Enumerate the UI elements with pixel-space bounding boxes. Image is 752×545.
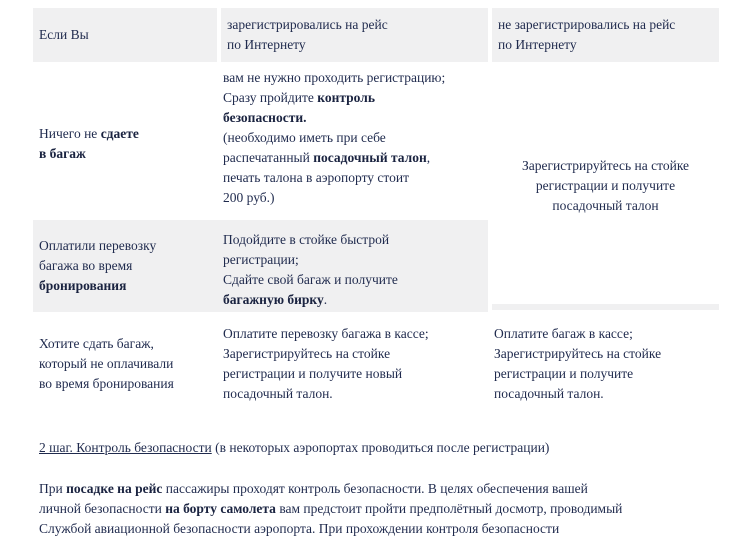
- step2-title: 2 шаг. Контроль безопасности: [39, 440, 212, 455]
- row1-online-instructions: вам не нужно проходить регистрацию; Сразу пройдите контроль безопасности. (необходимо иметь при себе распечатанный посадочный талон, печать талона в аэропорту стоит 200 руб.): [223, 70, 446, 205]
- table-header-row: [33, 8, 719, 62]
- header-text: зарегистрировались на рейс: [227, 17, 388, 32]
- table-body: [33, 68, 719, 428]
- step2-note: (в некоторых аэропортах проводиться после регистрации): [211, 440, 550, 455]
- header-text: по Интернету: [498, 37, 577, 52]
- divider: [492, 304, 719, 310]
- row2-online-instructions: Подойдите в стойке быстрой регистрации; Сдайте свой багаж и получите багажную бирку.: [217, 220, 488, 312]
- row-label-no-baggage: Ничего не сдаете в багаж: [39, 126, 139, 161]
- header-cell-not-registered-online: [492, 8, 719, 62]
- header-text: по Интернету: [227, 37, 306, 52]
- table-row: [33, 318, 719, 428]
- header-cell-registered-online: [221, 8, 488, 62]
- security-paragraph: При посадке на рейс пассажиры проходят контроль безопасности. В целях обеспечения вашей личной безопасности на борту самолета вам предстоит пройти предполётный досмотр, проводимый Службой авиационной безопасности аэропорта. При прохождении контроля безопасности: [39, 481, 623, 536]
- header-cell-if-you: [33, 8, 217, 62]
- merged-cell-checkin-desk: Зарегистрируйтесь на стойке регистрации и получите посадочный талон: [521, 158, 690, 213]
- row3-offline-instructions: Оплатите багаж в кассе; Зарегистрируйтесь на стойке регистрации и получите посадочный талон.: [494, 326, 662, 401]
- row-label-paid-baggage: Оплатили перевозку багажа во время бронирования: [33, 220, 217, 312]
- row-label-unpaid-baggage: Хотите сдать багаж, который не оплачивали во время бронирования: [39, 336, 174, 391]
- row3-online-instructions: Оплатите перевозку багажа в кассе; Зарегистрируйтесь на стойке регистрации и получите новый посадочный талон.: [223, 326, 429, 401]
- header-label: Если Вы: [39, 27, 89, 42]
- header-text: не зарегистрировались на рейс: [498, 17, 676, 32]
- step2-heading: [39, 438, 719, 458]
- baggage-table: [33, 8, 719, 428]
